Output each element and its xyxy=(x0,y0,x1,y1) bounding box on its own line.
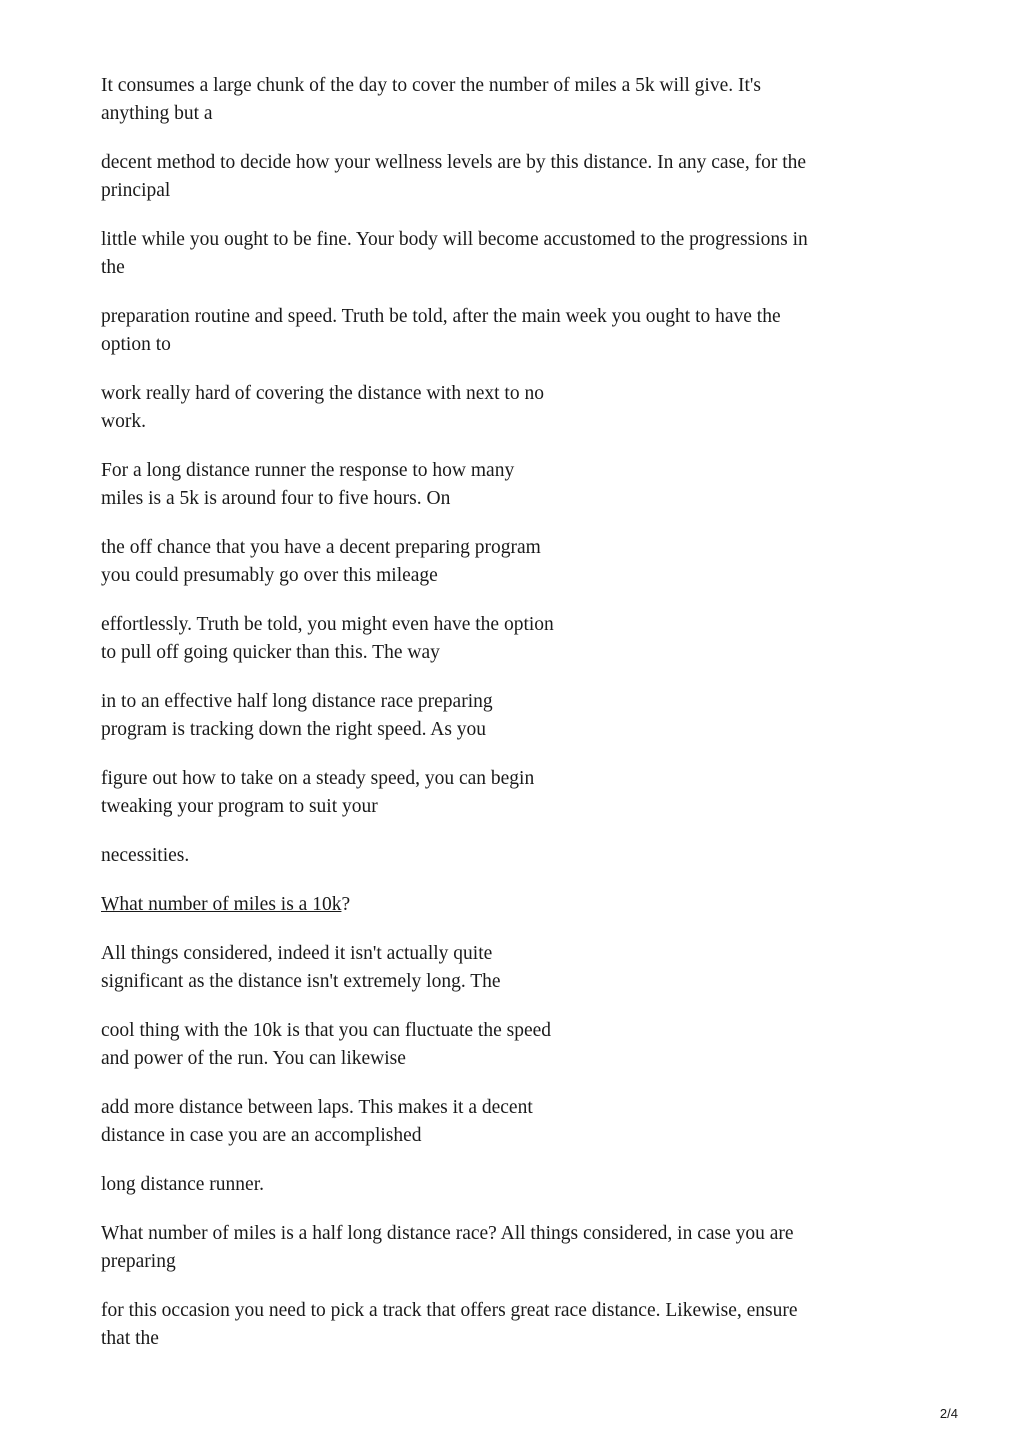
section-heading xyxy=(101,891,931,919)
paragraph-12 xyxy=(101,940,641,996)
paragraph-3 xyxy=(101,226,931,282)
line: distance in case you are an accomplished xyxy=(101,1125,422,1146)
page-number: 2/4 xyxy=(939,1406,958,1421)
line: in to an effective half long distance race preparing xyxy=(101,691,493,712)
line: to pull off going quicker than this. The way xyxy=(101,642,440,663)
paragraph-17 xyxy=(101,1297,931,1353)
heading-link[interactable]: What number of miles is a 10k xyxy=(101,894,342,915)
paragraph-7 xyxy=(101,534,641,590)
paragraph-15 xyxy=(101,1171,641,1199)
paragraph-11 xyxy=(101,842,641,870)
line: It consumes a large chunk of the day to cover the number of miles a 5k will give. It's xyxy=(101,75,762,96)
line: work. xyxy=(101,411,146,432)
paragraph-4 xyxy=(101,303,931,359)
line: little while you ought to be fine. Your body will become accustomed to the progressions in xyxy=(101,229,808,250)
line: For a long distance runner the response to how many xyxy=(101,460,515,481)
paragraph-13 xyxy=(101,1017,641,1073)
paragraph-10 xyxy=(101,765,641,821)
paragraph-8 xyxy=(101,611,641,667)
line: preparation routine and speed. Truth be told, after the main week you ought to have the xyxy=(101,306,781,327)
paragraph-14 xyxy=(101,1094,641,1150)
line: work really hard of covering the distance with next to no xyxy=(101,383,544,404)
line: significant as the distance isn't extremely long. The xyxy=(101,971,501,992)
paragraph-6 xyxy=(101,457,641,513)
paragraph-5 xyxy=(101,380,641,436)
line: cool thing with the 10k is that you can fluctuate the speed xyxy=(101,1020,552,1041)
line: option to xyxy=(101,334,171,355)
document-page xyxy=(101,72,931,1374)
line: principal xyxy=(101,180,171,201)
paragraph-9 xyxy=(101,688,641,744)
paragraph-1 xyxy=(101,72,931,128)
line: preparing xyxy=(101,1251,176,1272)
line: What number of miles is a half long distance race? All things considered, in case you are xyxy=(101,1223,794,1244)
line: program is tracking down the right speed. As you xyxy=(101,719,487,740)
line: tweaking your program to suit your xyxy=(101,796,378,817)
line: necessities. xyxy=(101,845,190,866)
line: that the xyxy=(101,1328,159,1349)
line: add more distance between laps. This makes it a decent xyxy=(101,1097,533,1118)
heading-suffix: ? xyxy=(341,894,351,915)
paragraph-2 xyxy=(101,149,931,205)
line: All things considered, indeed it isn't actually quite xyxy=(101,943,493,964)
line: anything but a xyxy=(101,103,213,124)
line: for this occasion you need to pick a track that offers great race distance. Likewise, ensure xyxy=(101,1300,798,1321)
line: you could presumably go over this mileage xyxy=(101,565,438,586)
line: the off chance that you have a decent preparing program xyxy=(101,537,541,558)
line: miles is a 5k is around four to five hours. On xyxy=(101,488,451,509)
paragraph-16 xyxy=(101,1220,931,1276)
line: the xyxy=(101,257,125,278)
line: and power of the run. You can likewise xyxy=(101,1048,406,1069)
line: long distance runner. xyxy=(101,1174,264,1195)
line: figure out how to take on a steady speed, you can begin xyxy=(101,768,535,789)
line: decent method to decide how your wellness levels are by this distance. In any case, for the xyxy=(101,152,807,173)
line: effortlessly. Truth be told, you might even have the option xyxy=(101,614,554,635)
